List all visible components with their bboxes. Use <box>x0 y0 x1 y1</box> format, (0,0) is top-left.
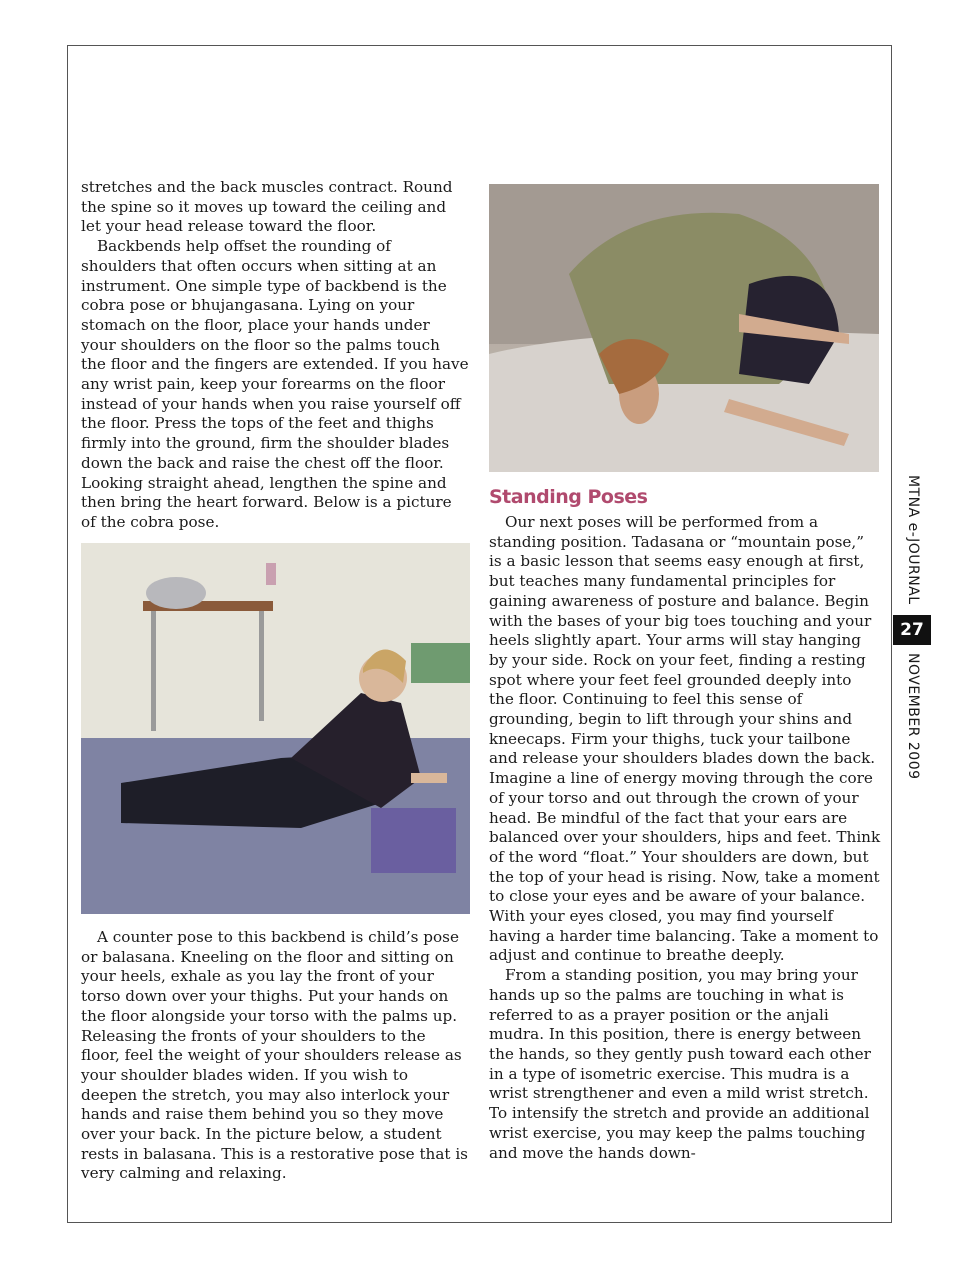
cobra-pose-photo <box>81 543 470 914</box>
paragraph: From a standing position, you may bring your hands up so the palms are touching in what is referred to as a prayer position or the anjali mudra. In this position, there is energy between the hands, so they gently push toward each other in a type of isometric exercise. This mudra is a wrist strengthener and even a mild wrist stretch. To intensify the stretch and provide an additional wrist exercise, you may keep the palms touching and move the hands down- <box>489 966 871 1162</box>
page-sidebar <box>893 475 931 795</box>
page-number: 27 <box>893 615 931 645</box>
paragraph: stretches and the back muscles contract. Round the spine so it moves up toward the ceiling and let your head release toward the floor. <box>81 178 453 236</box>
journal-name: MTNA e-JOURNAL <box>905 475 921 605</box>
issue-date: NOVEMBER 2009 <box>905 653 921 780</box>
childs-pose-photo <box>489 184 879 472</box>
right-column <box>489 513 881 1163</box>
paragraph: A counter pose to this backbend is child’s pose or balasana. Kneeling on the floor and sitting on your heels, exhale as you lay the front of your torso down over your thighs. Put your hands on the floor alongside your torso with the palms up. Releasing the fronts of your shoulders to the floor, feel the weight of your shoulders release as your shoulder blades widen. If you wish to deepen the stretch, you may also interlock your hands and raise them behind you so they move over your back. In the picture below, a student rests in balasana. This is a restorative pose that is very calming and relaxing. <box>81 928 468 1183</box>
paragraph: Our next poses will be performed from a standing position. Tadasana or “mountain pose,” is a basic lesson that seems easy enough at first, but teaches many fundamental principles for gaining awareness of posture and balance. Begin with the bases of your big toes touching and your heels slightly apart. Your arms will stay hanging by your side. Rock on your feet, finding a resting spot where your feet feel grounded deeply into the floor. Continuing to feel this sense of grounding, begin to lift through your shins and kneecaps. Firm your thighs, tuck your tailbone and release your shoulders blades down the back. Imagine a line of energy moving through the core of your torso and out through the crown of your head. Be mindful of the fact that your ears are balanced over your shoulders, hips and feet. Think of the word “float.” Your shoulders are down, but the top of your head is rising. Now, take a moment to close your eyes and be aware of your balance. With your eyes closed, you may find yourself having a harder time balancing. Take a moment to adjust and continue to breathe deeply. <box>489 513 881 965</box>
section-heading: Standing Poses <box>489 486 648 508</box>
left-column-top <box>81 178 469 533</box>
paragraph: Backbends help offset the rounding of shoulders that often occurs when sitting at an instrument. One simple type of backbend is the cobra pose or bhujangasana. Lying on your stomach on the floor, place your hands under your shoulders on the floor so the palms touch the floor and the fingers are extended. If you have any wrist pain, keep your forearms on the floor instead of your hands when you raise yourself off the floor. Press the tops of the feet and thighs firmly into the ground, firm the shoulder blades down the back and raise the chest off the floor. Looking straight ahead, lengthen the spine and then bring the heart forward. Below is a picture of the cobra pose. <box>81 237 469 531</box>
left-column-bottom <box>81 928 469 1184</box>
